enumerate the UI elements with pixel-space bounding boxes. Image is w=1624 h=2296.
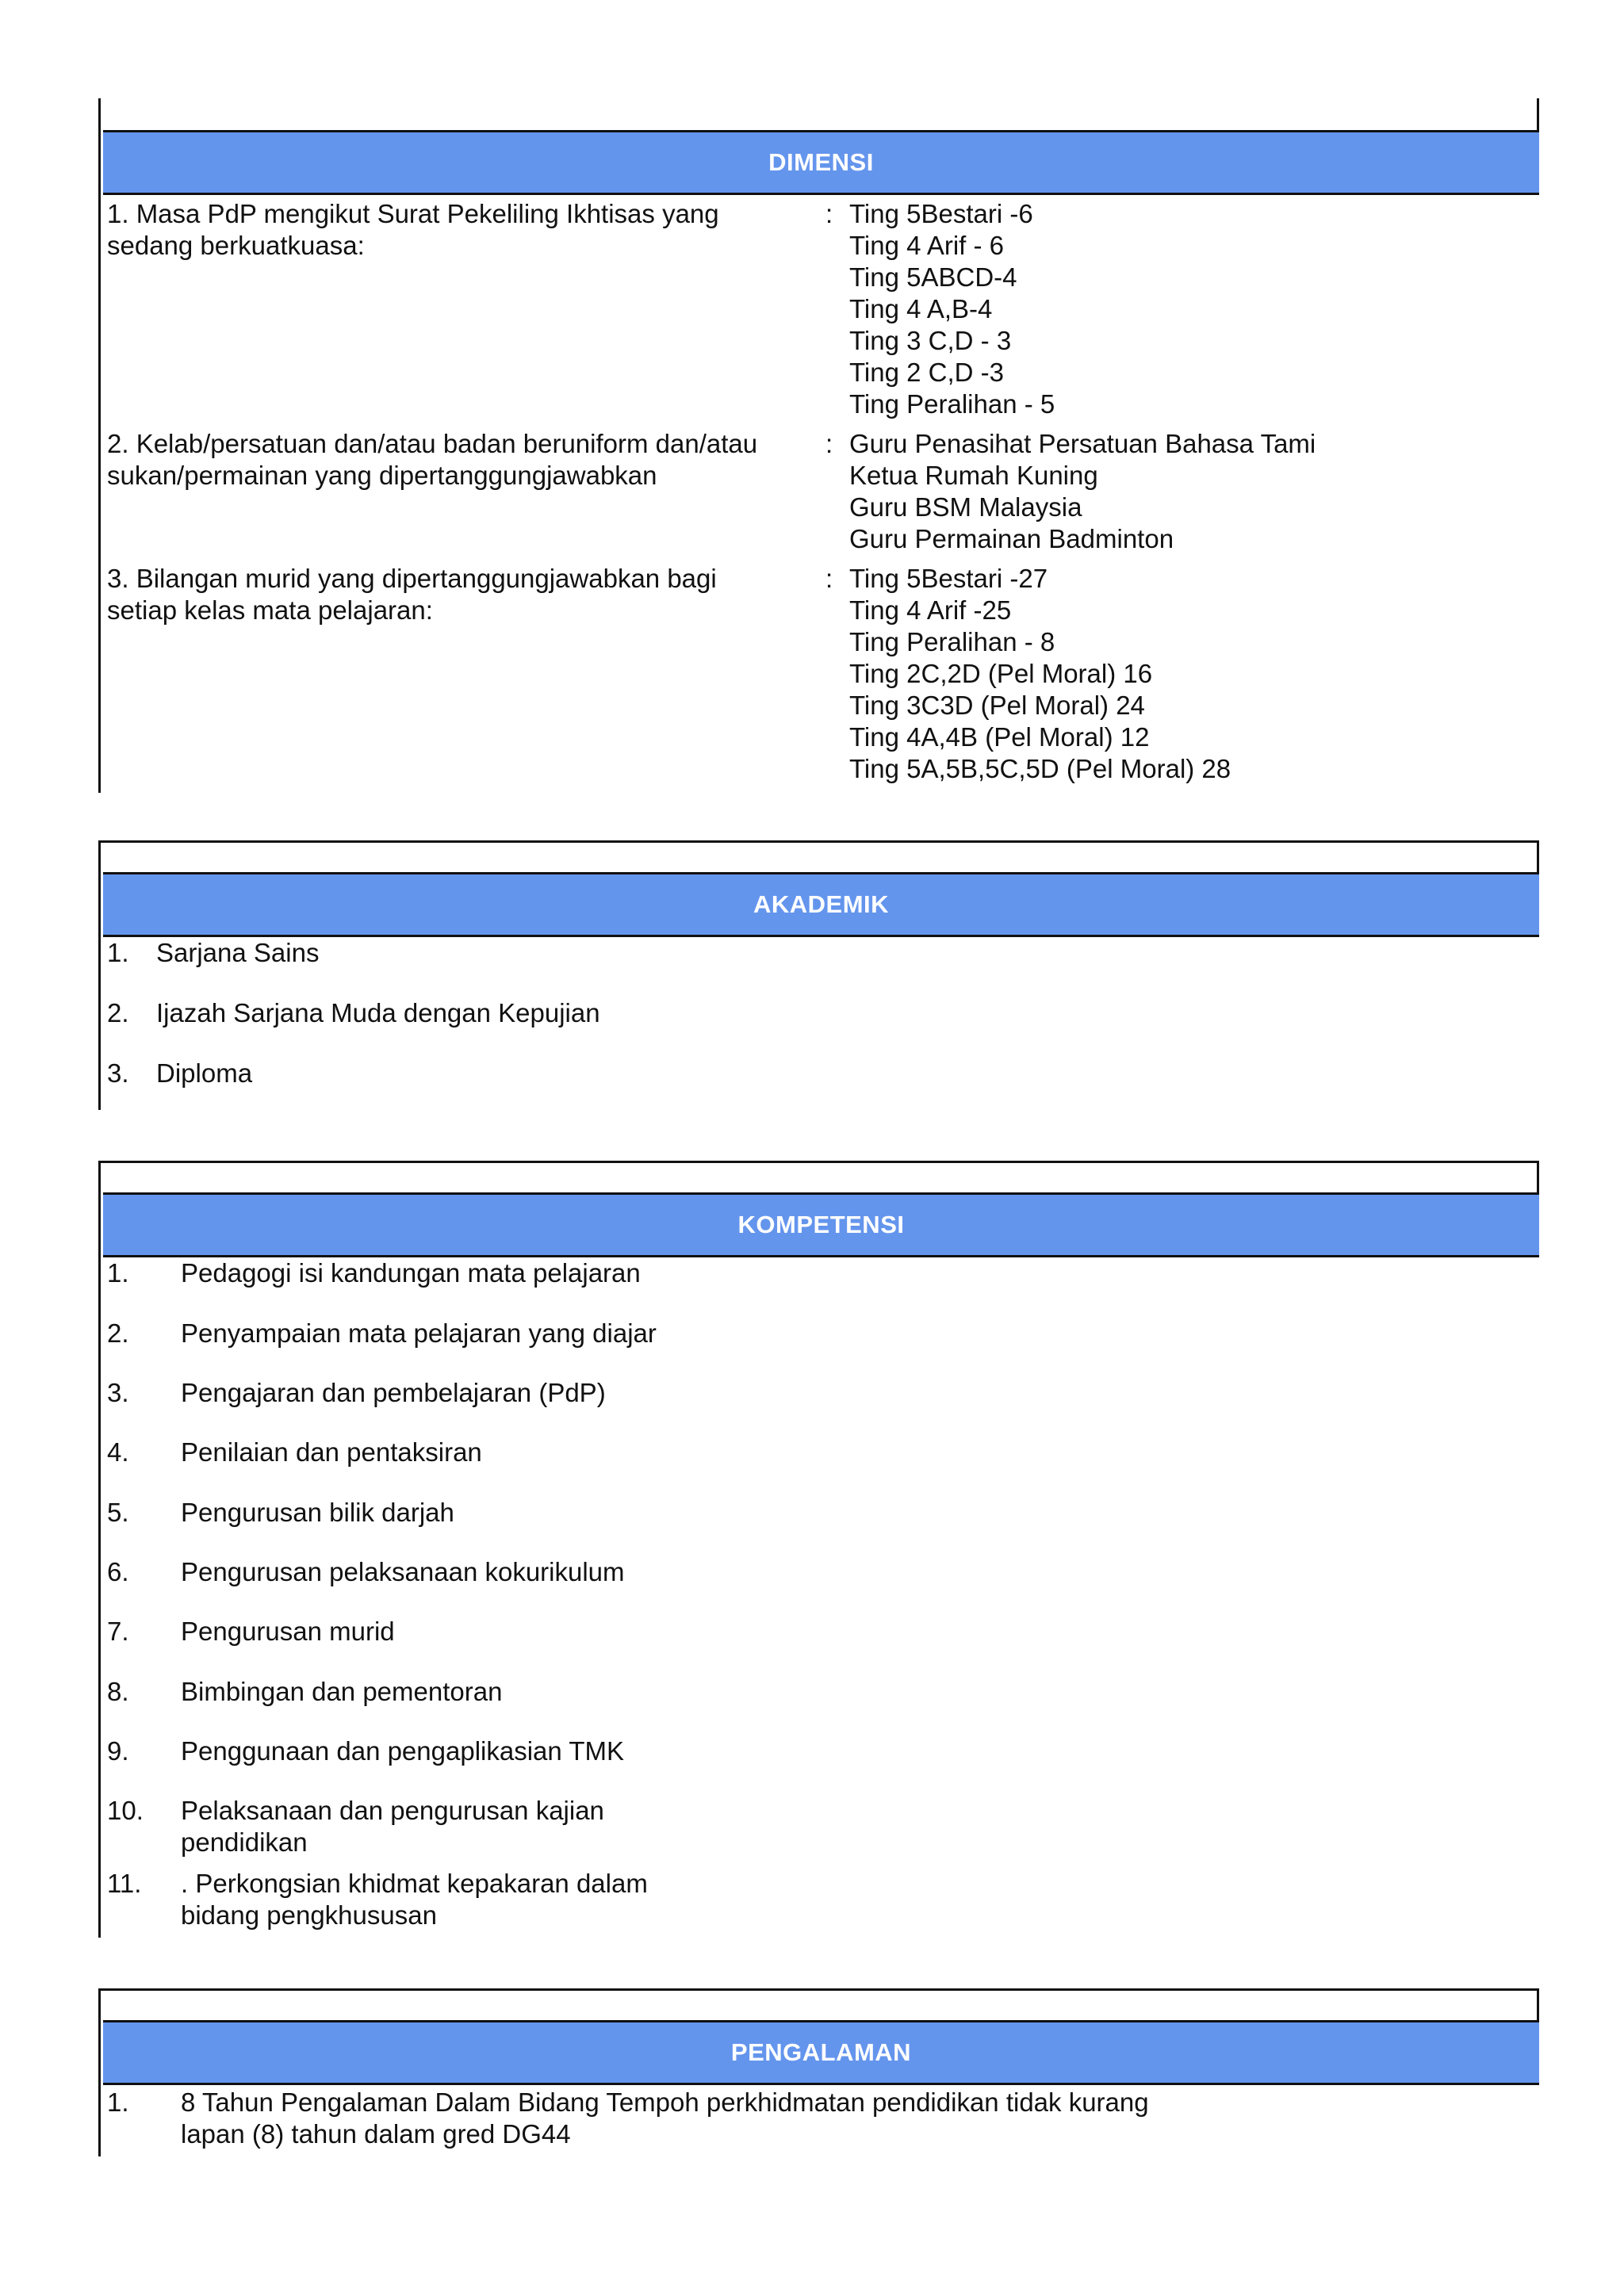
kompetensi-item-8: Bimbingan dan pementoran [181,1677,503,1706]
item-line: Pelaksanaan dan pengurusan kajian [181,1796,604,1825]
kompetensi-header: KOMPETENSI [103,1192,1539,1257]
kompetensi-item-11-number: 11. [107,1869,142,1898]
section-top-rule [101,1988,1539,1991]
value-line: Ketua Rumah Kuning [849,461,1098,490]
kompetensi-item-5: Pengurusan bilik darjah [181,1498,454,1527]
section-top-rule [101,840,1539,843]
kompetensi-item-10-number: 10. [107,1796,144,1825]
label-line: 1. Masa PdP mengikut Surat Pekeliling Ikhtisas yang [107,199,719,228]
colon: : [825,429,833,458]
value-line: Ting 3C3D (Pel Moral) 24 [849,691,1145,720]
dimensi-row-2-values [849,428,1316,555]
value-line: Guru BSM Malaysia [849,492,1082,522]
label-line: sukan/permainan yang dipertanggungjawabkan [107,461,657,490]
value-line: Ting 4 Arif -25 [849,595,1012,625]
section-right-edge [1537,98,1539,130]
section-top-rule [101,1161,1539,1163]
label-line: sedang berkuatkuasa: [107,231,365,260]
value-line: Guru Permainan Badminton [849,524,1174,553]
akademik-item-2-number: 2. [107,998,129,1027]
dimensi-row-1-label [107,198,719,262]
akademik-item-1-number: 1. [107,938,129,967]
kompetensi-item-9-number: 9. [107,1736,129,1766]
section-right-edge [1537,1161,1539,1192]
item-line: bidang pengkhususan [181,1900,437,1930]
section-right-edge [1537,1988,1539,2020]
kompetensi-item-7-number: 7. [107,1617,129,1646]
pengalaman-section [98,1988,1539,2156]
item-line: pendidikan [181,1827,308,1857]
label-line: 3. Bilangan murid yang dipertanggungjawabkan bagi [107,564,717,593]
value-line: Ting 4 Arif - 6 [849,231,1005,260]
akademik-item-1: Sarjana Sains [156,938,320,967]
akademik-header: AKADEMIK [103,872,1539,937]
item-line: 8 Tahun Pengalaman Dalam Bidang Tempoh perkhidmatan pendidikan tidak kurang [181,2087,1149,2117]
akademik-item-3: Diploma [156,1058,253,1088]
value-line: Ting 4A,4B (Pel Moral) 12 [849,722,1150,752]
dimensi-row-2-label [107,428,757,492]
dimensi-row-3-label [107,563,717,626]
kompetensi-item-4: Penilaian dan pentaksiran [181,1437,482,1467]
kompetensi-item-5-number: 5. [107,1498,129,1527]
value-line: Guru Penasihat Persatuan Bahasa Tami [849,429,1316,458]
kompetensi-item-1-number: 1. [107,1258,129,1288]
kompetensi-item-4-number: 4. [107,1437,129,1467]
kompetensi-item-2-number: 2. [107,1318,129,1348]
akademik-item-3-number: 3. [107,1058,129,1088]
section-right-edge [1537,840,1539,872]
akademik-section [98,840,1539,1110]
kompetensi-item-9: Penggunaan dan pengaplikasian TMK [181,1736,624,1766]
kompetensi-item-6-number: 6. [107,1557,129,1586]
colon: : [825,564,833,593]
kompetensi-item-6: Pengurusan pelaksanaan kokurikulum [181,1557,625,1586]
dimensi-header: DIMENSI [103,130,1539,195]
dimensi-section [98,98,1539,793]
pengalaman-header: PENGALAMAN [103,2020,1539,2085]
value-line: Ting 5ABCD-4 [849,262,1017,292]
kompetensi-item-11 [181,1868,648,1931]
value-line: Ting 2C,2D (Pel Moral) 16 [849,659,1153,688]
kompetensi-item-7: Pengurusan murid [181,1617,395,1646]
value-line: Ting 3 C,D - 3 [849,326,1012,355]
value-line: Ting 2 C,D -3 [849,358,1005,387]
item-line: lapan (8) tahun dalam gred DG44 [181,2119,571,2149]
value-line: Ting 5A,5B,5C,5D (Pel Moral) 28 [849,754,1231,783]
pengalaman-item-1-number: 1. [107,2087,129,2117]
value-line: Ting 5Bestari -6 [849,199,1033,228]
dimensi-row-3-values [849,563,1231,785]
kompetensi-item-1: Pedagogi isi kandungan mata pelajaran [181,1258,641,1288]
dimensi-row-1-values [849,198,1055,420]
kompetensi-item-8-number: 8. [107,1677,129,1706]
kompetensi-item-3: Pengajaran dan pembelajaran (PdP) [181,1378,606,1407]
kompetensi-item-3-number: 3. [107,1378,129,1407]
pengalaman-item-1 [181,2087,1149,2150]
kompetensi-section [98,1161,1539,1938]
label-line: 2. Kelab/persatuan dan/atau badan beruniform dan/atau [107,429,758,458]
value-line: Ting Peralihan - 5 [849,389,1055,419]
value-line: Ting 5Bestari -27 [849,564,1048,593]
value-line: Ting Peralihan - 8 [849,627,1055,656]
akademik-item-2: Ijazah Sarjana Muda dengan Kepujian [156,998,600,1027]
value-line: Ting 4 A,B-4 [849,294,993,323]
kompetensi-item-10 [181,1795,604,1858]
item-line: . Perkongsian khidmat kepakaran dalam [181,1869,648,1898]
colon: : [825,199,833,228]
kompetensi-item-2: Penyampaian mata pelajaran yang diajar [181,1318,657,1348]
label-line: setiap kelas mata pelajaran: [107,595,433,625]
